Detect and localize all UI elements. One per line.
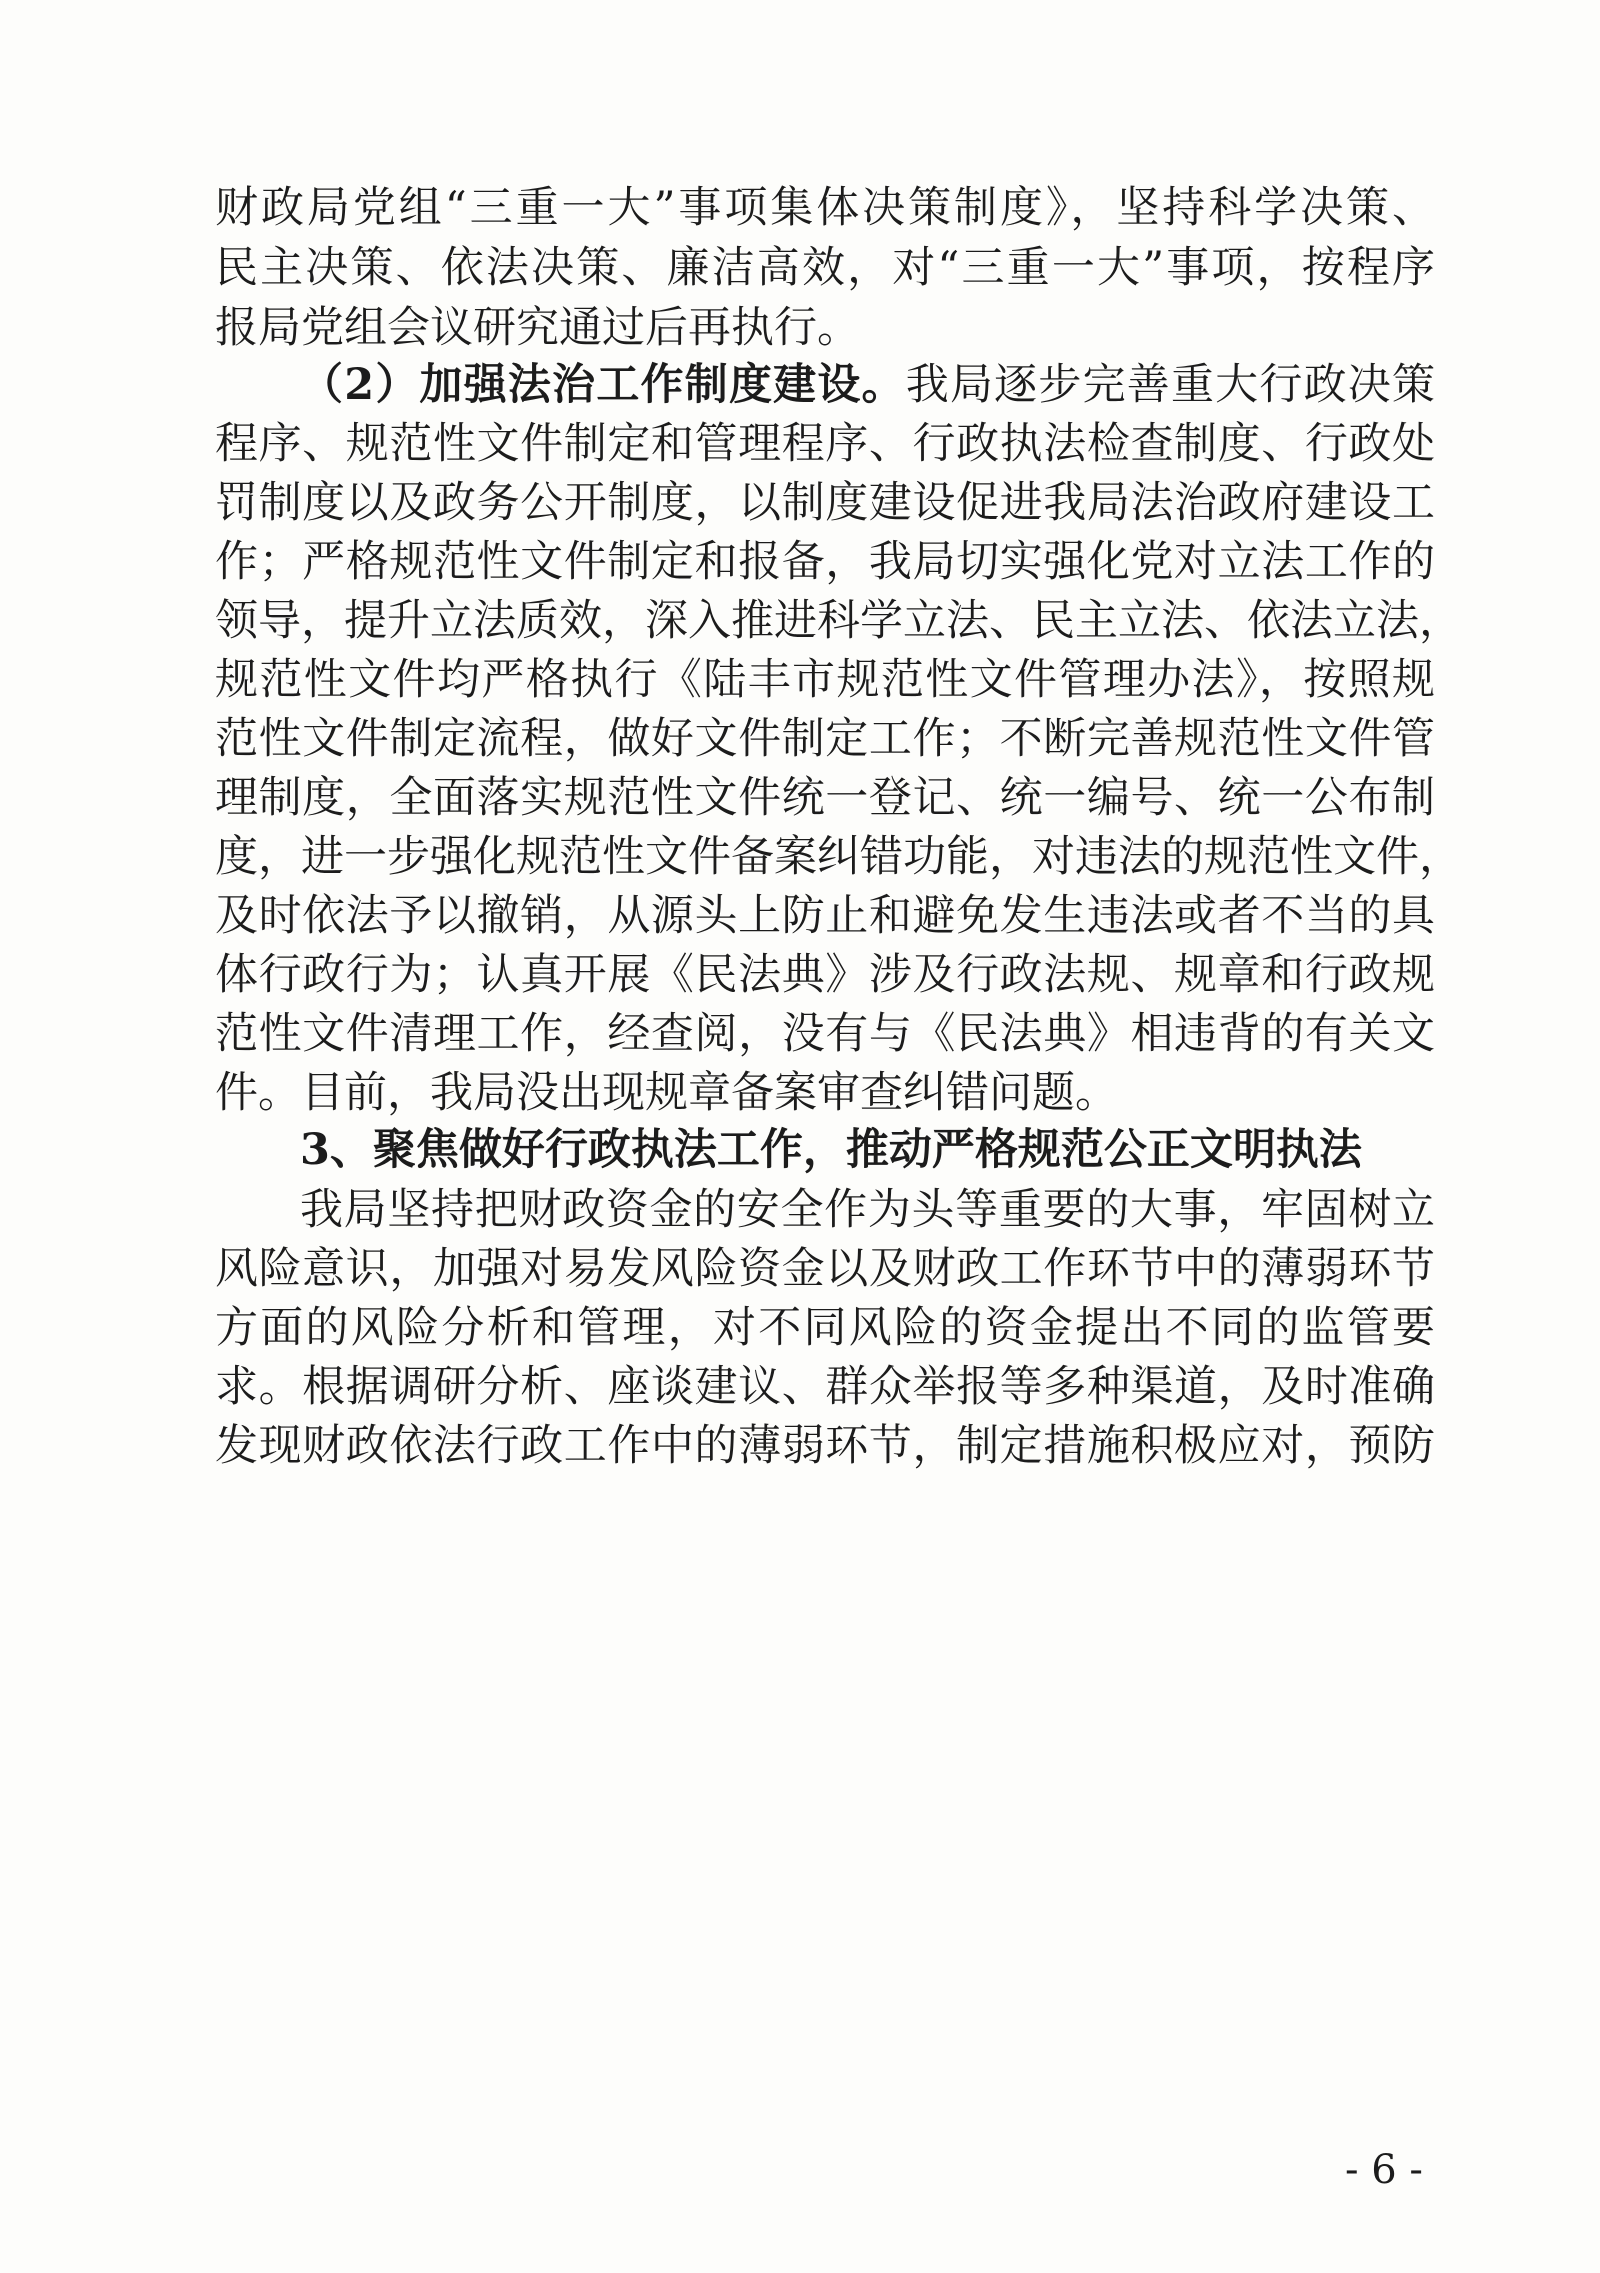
text-line: 规范性文件均严格执行《陆丰市规范性文件管理办法》，按照规: [215, 655, 1435, 705]
text-line: 罚制度以及政务公开制度，以制度建设促进我局法治政府建设工: [215, 478, 1435, 528]
text-line: 件。目前，我局没出现规章备案审查纠错问题。: [215, 1068, 1118, 1118]
text-line: 求。根据调研分析、座谈建议、群众举报等多种渠道，及时准确: [215, 1362, 1435, 1412]
text-line: 财政局党组“三重一大”事项集体决策制度》，坚持科学决策、: [215, 183, 1435, 233]
text-line: 体行政行为；认真开展《民法典》涉及行政法规、规章和行政规: [215, 950, 1435, 1000]
text-line: 及时依法予以撤销，从源头上防止和避免发生违法或者不当的具: [215, 891, 1435, 941]
text-line: 范性文件清理工作，经查阅，没有与《民法典》相违背的有关文: [215, 1009, 1435, 1059]
text-line: 方面的风险分析和管理，对不同风险的资金提出不同的监管要: [215, 1303, 1435, 1353]
paragraph-2-heading: （2）加强法治工作制度建设。: [300, 360, 906, 410]
text-line: 度，进一步强化规范性文件备案纠错功能，对违法的规范性文件，: [215, 832, 1462, 882]
page-number: - 6 -: [1345, 2147, 1423, 2193]
paragraph-3-first-line: 我局坚持把财政资金的安全作为头等重要的大事，牢固树立: [300, 1185, 1435, 1235]
paragraph-2-lead-text: 我局逐步完善重大行政决策: [905, 360, 1435, 410]
text-line: 报局党组会议研究通过后再执行。: [215, 303, 860, 353]
text-line: 发现财政依法行政工作中的薄弱环节，制定措施积极应对，预防: [215, 1421, 1435, 1471]
text-line: 理制度，全面落实规范性文件统一登记、统一编号、统一公布制: [215, 773, 1435, 823]
text-line: 风险意识，加强对易发风险资金以及财政工作环节中的薄弱环节: [215, 1244, 1435, 1294]
section-3-heading: 3、聚焦做好行政执法工作，推动严格规范公正文明执法: [300, 1125, 1362, 1175]
text-line: 领导，提升立法质效，深入推进科学立法、民主立法、依法立法，: [215, 596, 1462, 646]
paragraph-2-first-line: [300, 355, 1435, 415]
text-line: 民主决策、依法决策、廉洁高效，对“三重一大”事项，按程序: [215, 243, 1435, 293]
text-line: 作；严格规范性文件制定和报备，我局切实强化党对立法工作的: [215, 537, 1435, 587]
text-line: 程序、规范性文件制定和管理程序、行政执法检查制度、行政处: [215, 419, 1435, 469]
text-line: 范性文件制定流程，做好文件制定工作；不断完善规范性文件管: [215, 714, 1435, 764]
